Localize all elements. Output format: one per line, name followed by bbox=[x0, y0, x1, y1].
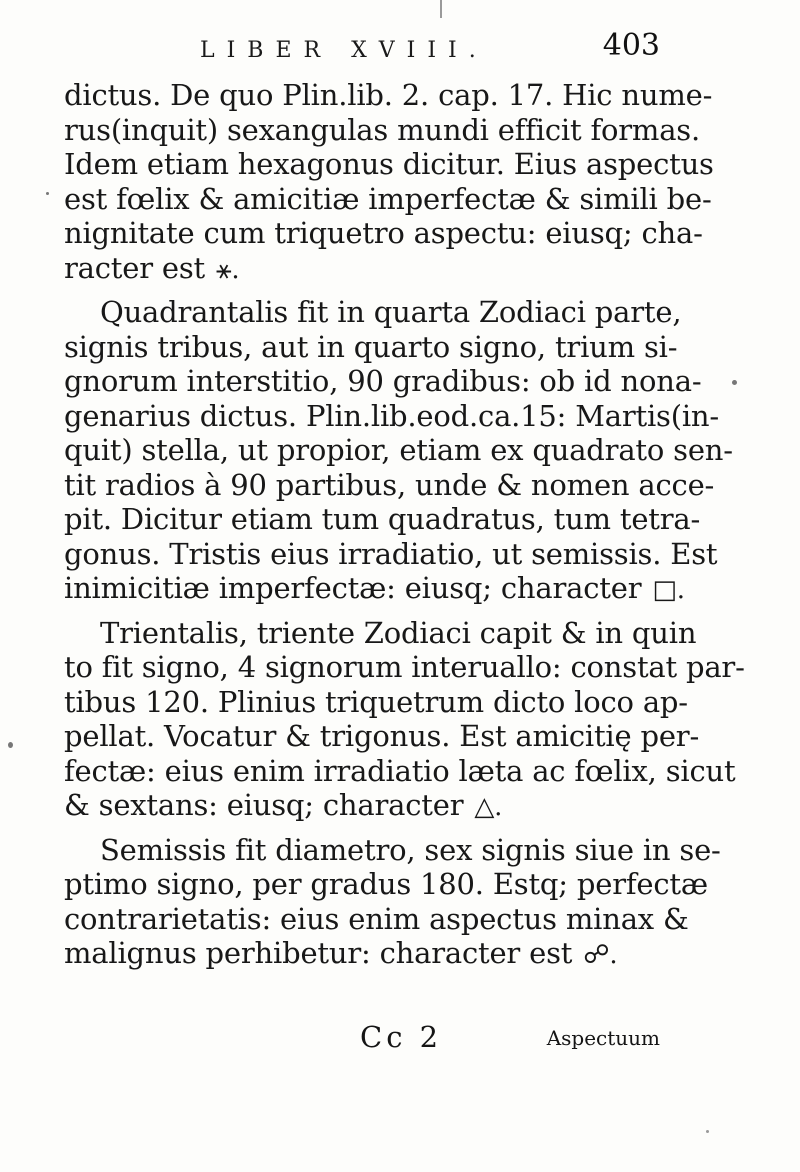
text-line: gonus. Tristis eius irradiatio, ut semissis. Est bbox=[64, 536, 718, 571]
text-line bbox=[64, 251, 664, 286]
text-line: Semissis fit diametro, sex signis siue in se- bbox=[100, 832, 721, 867]
text-line: tibus 120. Plinius triquetrum dicto loco ap- bbox=[64, 684, 688, 719]
paragraph-trientalis bbox=[64, 615, 745, 823]
margin-mark bbox=[440, 0, 442, 18]
text-line: ptimo signo, per gradus 180. Estq; perfectæ bbox=[64, 867, 708, 901]
text-line: gnorum interstitio, 90 gradibus: ob id nona- bbox=[64, 364, 702, 398]
page-footer bbox=[360, 1020, 660, 1060]
opposition-symbol-icon: ☍. bbox=[583, 940, 618, 970]
text-line: nignitate cum triquetro aspectu: eiusq; cha- bbox=[64, 216, 703, 250]
triangle-symbol-icon: △. bbox=[474, 792, 503, 822]
paragraph-quadrantalis bbox=[64, 295, 733, 606]
text-line: genarius dictus. Plin.lib.eod.ca.15: Martis(in- bbox=[64, 398, 719, 433]
text-line: Trientalis, triente Zodiaci capit & in quin bbox=[100, 615, 697, 650]
text-line: Idem etiam hexagonus dicitur. Eius aspectus bbox=[64, 147, 714, 181]
text-line: Quadrantalis fit in quarta Zodiaci parte, bbox=[100, 295, 682, 329]
text-line bbox=[64, 571, 685, 606]
paragraph-sextile bbox=[64, 78, 714, 285]
text-line-content: & sextans: eiusq; character bbox=[64, 788, 464, 822]
ink-speck bbox=[732, 380, 737, 385]
catchword: Aspectuum bbox=[546, 1026, 660, 1050]
text-line: est fœlix & amicitiæ imperfectæ & simili be- bbox=[64, 181, 712, 216]
text-line-content: malignus perhibetur: character est bbox=[64, 936, 573, 970]
signature-mark: Cc 2 bbox=[360, 1020, 443, 1054]
text-line: dictus. De quo Plin.lib. 2. cap. 17. Hic nume- bbox=[64, 78, 713, 112]
body-text bbox=[64, 78, 745, 971]
running-title: LIBER XVIII. bbox=[200, 38, 488, 63]
sextile-symbol-icon: ⚹. bbox=[216, 254, 240, 285]
text-line-content: inimicitiæ imperfectæ: eiusq; character bbox=[64, 571, 642, 605]
text-line: pellat. Vocatur & trigonus. Est amicitię per- bbox=[64, 719, 700, 753]
text-line: contrarietatis: eius enim aspectus minax & bbox=[64, 901, 689, 936]
paragraph-semissis bbox=[64, 832, 721, 971]
text-line: tit radios à 90 partibus, unde & nomen acce- bbox=[64, 467, 715, 502]
text-line: rus(inquit) sexangulas mundi efficit formas. bbox=[64, 112, 701, 147]
text-line bbox=[64, 936, 664, 971]
square-symbol-icon: □. bbox=[652, 575, 685, 605]
page-number: 403 bbox=[602, 28, 660, 63]
margin-mark bbox=[706, 1130, 709, 1133]
text-line-content: racter est bbox=[64, 250, 205, 285]
text-line: fectæ: eius enim irradiatio læta ac fœlix, sicut bbox=[64, 753, 736, 788]
ink-speck bbox=[46, 192, 49, 195]
text-line: signis tribus, aut in quarto signo, trium si- bbox=[64, 329, 678, 364]
text-line: quit) stella, ut propior, etiam ex quadrato sen- bbox=[64, 433, 733, 467]
ink-speck bbox=[8, 742, 13, 748]
text-line: to fit signo, 4 signorum interuallo: constat par- bbox=[64, 650, 745, 684]
page-header bbox=[200, 28, 660, 76]
text-line: pit. Dicitur etiam tum quadratus, tum tetra- bbox=[64, 502, 701, 536]
text-line bbox=[64, 788, 664, 823]
